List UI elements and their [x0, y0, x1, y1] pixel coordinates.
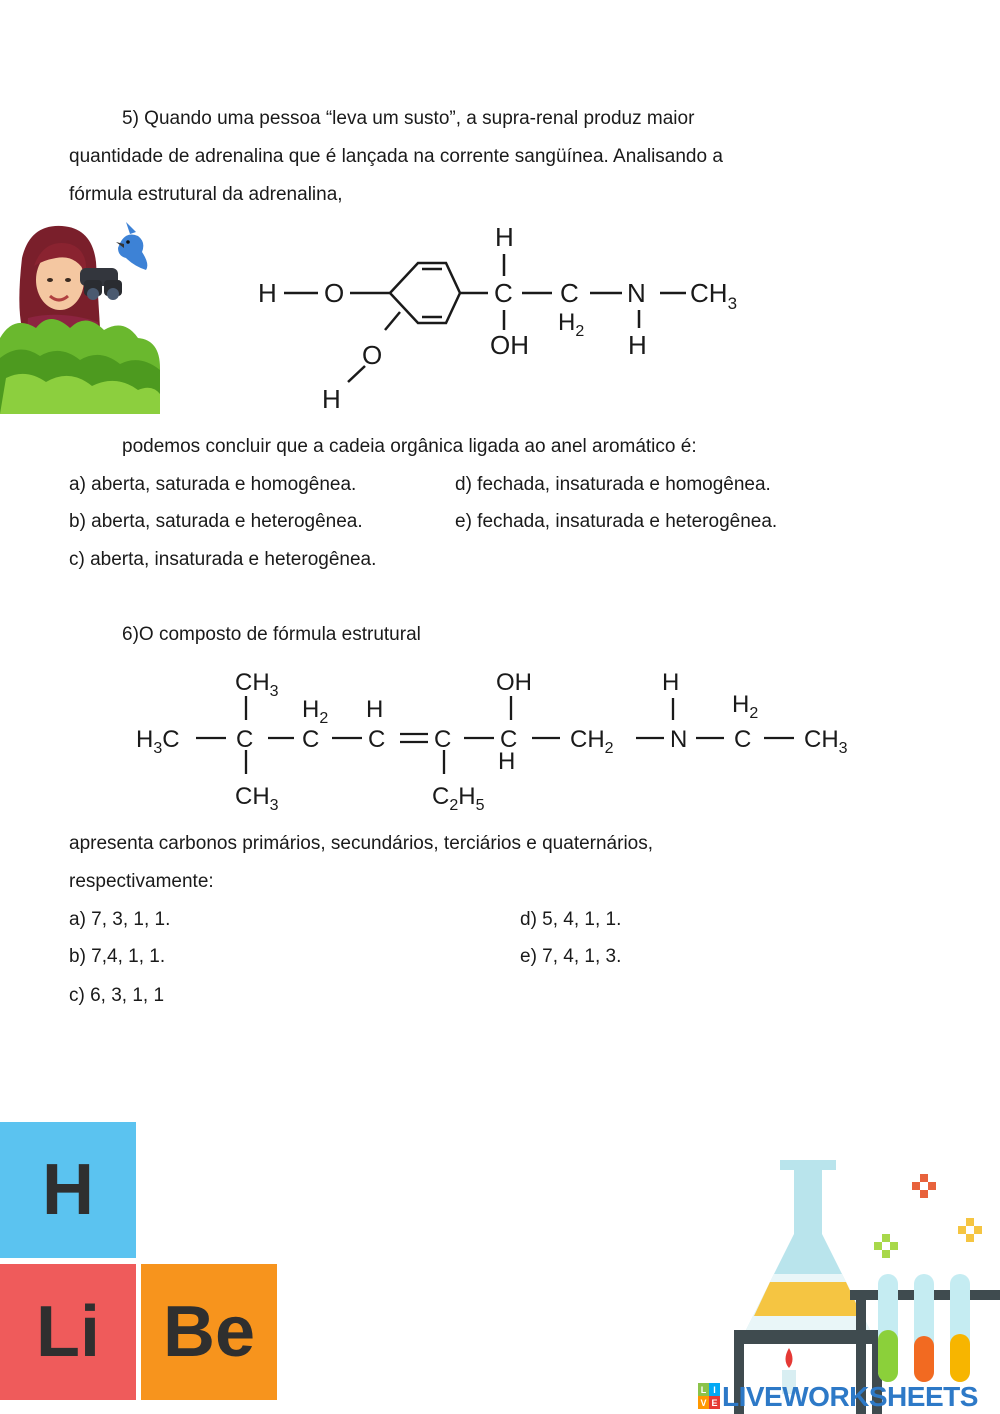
q6-option-c[interactable]: c) 6, 3, 1, 1	[69, 985, 165, 1006]
adr-o-bottom: O	[362, 340, 383, 370]
q5-option-a[interactable]: a) aberta, saturada e homogênea.	[69, 474, 357, 495]
q6-option-a[interactable]: a) 7, 3, 1, 1.	[69, 909, 171, 930]
q6-option-b[interactable]: b) 7,4, 1, 1.	[69, 946, 166, 967]
tile-beryllium: Be	[141, 1264, 277, 1400]
q6-option-e[interactable]: e) 7, 4, 1, 3.	[520, 946, 622, 967]
adr-h2: $H_2$	[558, 309, 585, 340]
adr-oh: OH	[490, 330, 529, 360]
adr-c2: C	[560, 278, 579, 308]
adr-h-n: H	[628, 330, 647, 360]
cmp-h3c: $H_3C$	[136, 726, 180, 757]
q5-line3: fórmula estrutural da adrenalina,	[69, 184, 343, 205]
q5-option-d[interactable]: d) fechada, insaturada e homogênea.	[455, 474, 771, 495]
cmp-ch2: $CH_2$	[570, 726, 614, 757]
cmp-ch3-end: $CH_3$	[804, 726, 848, 757]
compound-structure	[130, 662, 870, 818]
cmp-c4: C	[434, 726, 452, 753]
cmp-h-n: H	[662, 669, 680, 696]
cmp-h2a: $H_2$	[302, 696, 329, 727]
q5-line1: 5) Quando uma pessoa “leva um susto”, a supra-renal produz maior	[122, 108, 695, 129]
cmp-c3: C	[368, 726, 386, 753]
cmp-h2b: $H_2$	[732, 691, 759, 722]
cmp-c-quaternary: C	[236, 726, 254, 753]
adrenaline-structure	[250, 218, 770, 418]
cmp-ch3-bottom: $CH_3$	[235, 783, 279, 814]
cmp-c2h5: $C_2H_5$	[432, 783, 485, 814]
liveworksheets-logo[interactable]	[698, 1381, 998, 1413]
cmp-n: N	[670, 726, 688, 753]
q5-option-e[interactable]: e) fechada, insaturada e heterogênea.	[455, 511, 778, 532]
cmp-c6: C	[734, 726, 752, 753]
tile-lithium: Li	[0, 1264, 136, 1400]
cmp-c5: C	[500, 726, 518, 753]
q6-intro: 6)O composto de fórmula estrutural	[122, 624, 421, 645]
adr-h-bottom: H	[322, 384, 341, 414]
cmp-c2: C	[302, 726, 320, 753]
q6-option-d[interactable]: d) 5, 4, 1, 1.	[520, 909, 622, 930]
cmp-h-b: H	[498, 748, 516, 775]
adr-c1: C	[494, 278, 513, 308]
cmp-ch3-top: $CH_3$	[235, 669, 279, 700]
cmp-h-a: H	[366, 696, 384, 723]
adr-h-top: H	[495, 222, 514, 252]
adr-n: N	[627, 278, 646, 308]
q5-line2: quantidade de adrenalina que é lançada na corrente sangüínea. Analisando a	[69, 146, 723, 167]
q6-line2: respectivamente:	[69, 871, 214, 892]
logo-mark: L I V E	[698, 1383, 720, 1409]
q6-line1: apresenta carbonos primários, secundários, terciários e quaternários,	[69, 833, 654, 854]
tile-hydrogen: H	[0, 1122, 136, 1258]
q5-option-b[interactable]: b) aberta, saturada e heterogênea.	[69, 511, 363, 532]
character-illustration	[0, 218, 162, 414]
brand-name: LIVEWORKSHEETS	[722, 1381, 978, 1412]
adr-h-left: H	[258, 278, 277, 308]
lab-illustration	[730, 1150, 1000, 1414]
q5-conclusion: podemos concluir que a cadeia orgânica ligada ao anel aromático é:	[122, 436, 697, 457]
cmp-oh: OH	[496, 669, 532, 696]
adr-ch3: $CH_3$	[690, 278, 738, 313]
adr-o-top: O	[324, 278, 345, 308]
q5-option-c[interactable]: c) aberta, insaturada e heterogênea.	[69, 549, 377, 570]
